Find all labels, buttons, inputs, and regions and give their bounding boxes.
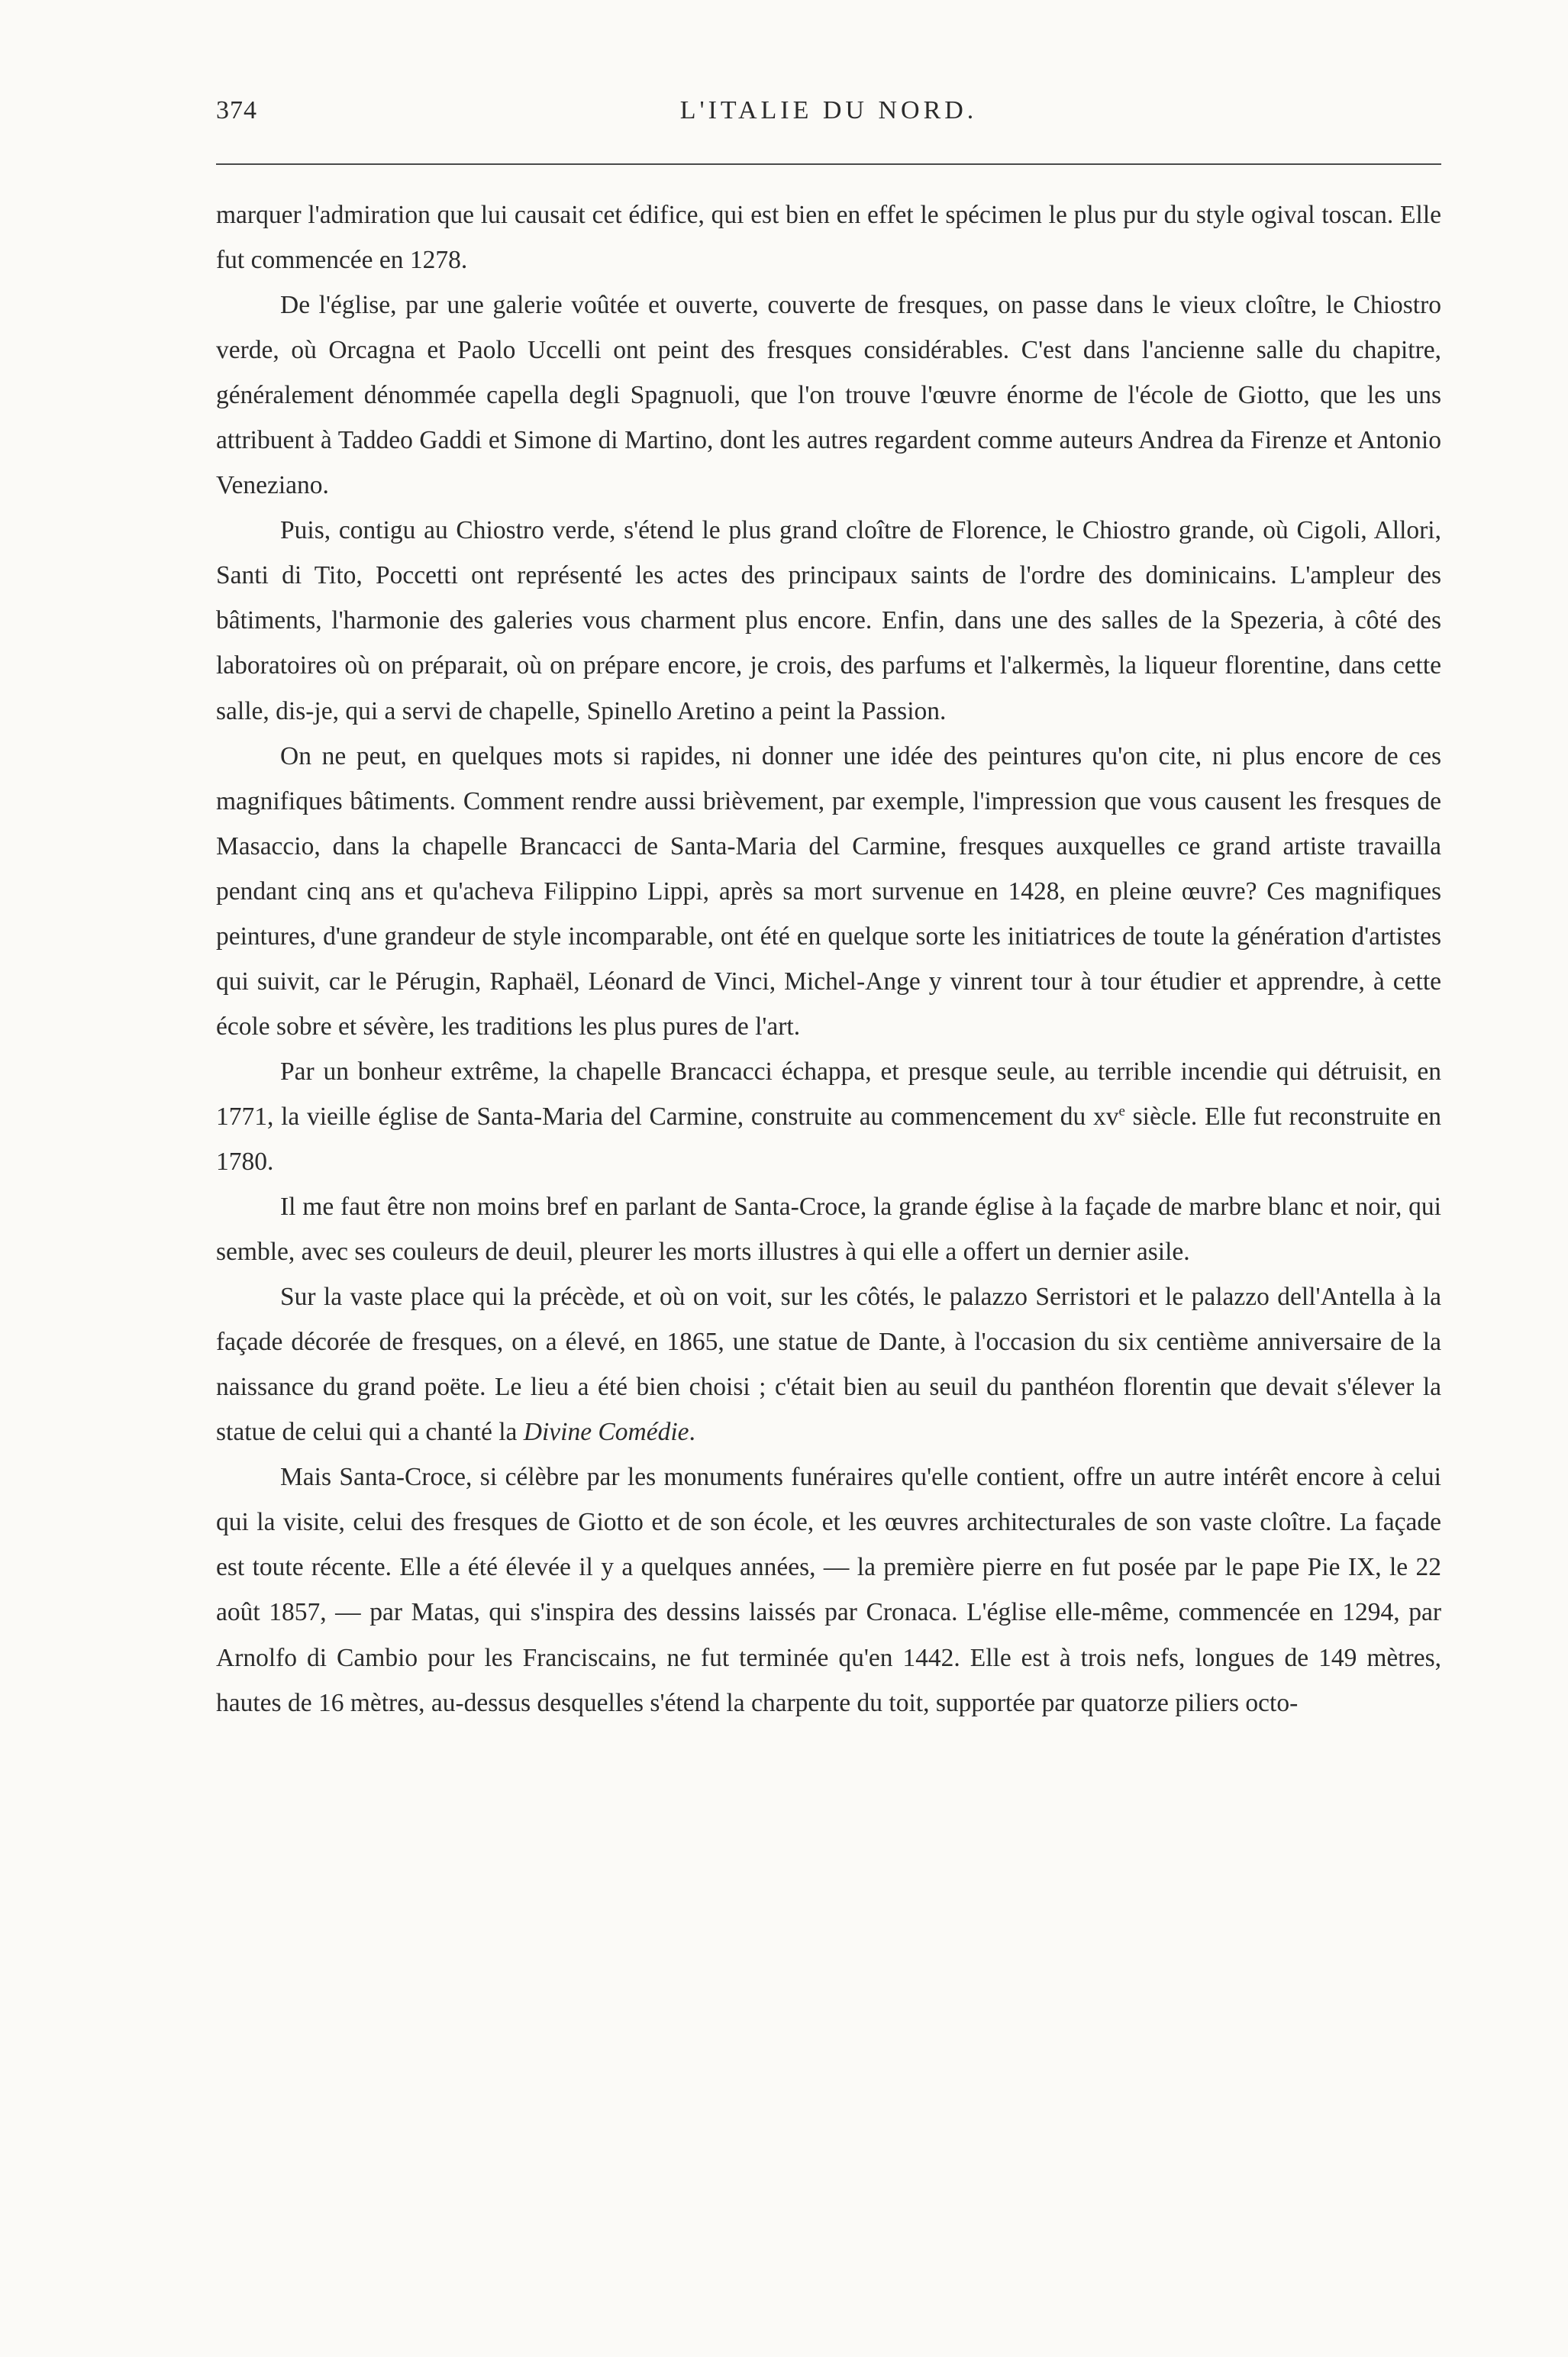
paragraph-text: Par un bonheur extrême, la chapelle Brancacci échappa, et presque seule, au terrible incendie qui détruisit, en 1771, la vieille église de Santa-Maria del Carmine, construite au commencement du xv (216, 1057, 1441, 1131)
paragraph: Il me faut être non moins bref en parlant de Santa-Croce, la grande église à la façade de marbre blanc et noir, qui semble, avec ses couleurs de deuil, pleurer les morts illustres à qui elle a offert un dernier asile. (216, 1193, 1441, 1267)
paragraph-text: . (689, 1418, 695, 1447)
body-text (216, 192, 1441, 1726)
paragraph (216, 1274, 1441, 1455)
paragraph: On ne peut, en quelques mots si rapides, ni donner une idée des peintures qu'on cite, ni plus encore de ces magnifiques bâtiments. Comment rendre aussi brièvement, par exemple, l'impression que vous causent les fresques de Masaccio, dans la chapelle Brancacci de Santa-Maria del Carmine, fresques auxquelles ce grand artiste travailla pendant cinq ans et qu'acheva Filippino Lippi, après sa mort survenue en 1428, en pleine œuvre? Ces magnifiques peintures, d'une grandeur de style incomparable, ont été en quelque sorte les initiatrices de toute la génération d'artistes qui suivit, car le Pérugin, Raphaël, Léonard de Vinci, Michel-Ange y vinrent tour à tour étudier et apprendre, à cette école sobre et sévère, les traditions les plus pures de l'art. (216, 741, 1441, 1041)
running-title: L'ITALIE DU NORD. (679, 96, 978, 124)
paragraph: De l'église, par une galerie voûtée et ouverte, couverte de fresques, on passe dans le vieux cloître, le Chiostro verde, où Orcagna et Paolo Uccelli ont peint des fresques considérables. C'est dans l'ancienne salle du chapitre, généralement dénommée capella degli Spagnuoli, que l'on trouve l'œuvre énorme de l'école de Giotto, que les uns attribuent à Taddeo Gaddi et Simone di Martino, dont les autres regardent comme auteurs Andrea da Firenze et Antonio Veneziano. (216, 291, 1441, 500)
work-title: Divine Comédie (523, 1418, 689, 1447)
paragraph (216, 1049, 1441, 1184)
paragraph-text: siècle. Elle fut reconstruite en 1780. (216, 1102, 1441, 1176)
paragraph-text: Sur la vaste place qui la précède, et où on voit, sur les côtés, le palazzo Serristori et le palazzo dell'Antella à la façade décorée de fresques, on a élevé, en 1865, une statue de Dante, à l'occasion du six centième anniversaire de la naissance du grand poëte. Le lieu a été bien choisi ; c'était bien au seuil du panthéon florentin que devait s'élever la statue de celui qui a chanté la (216, 1283, 1441, 1447)
paragraph: Puis, contigu au Chiostro verde, s'étend le plus grand cloître de Florence, le Chiostro grande, où Cigoli, Allori, Santi di Tito, Poccetti ont représenté les actes des principaux saints de l'ordre des dominicains. L'ampleur des bâtiments, l'harmonie des galeries vous charment plus encore. Enfin, dans une des salles de la Spezeria, à côté des laboratoires où on préparait, où on prépare encore, je crois, des parfums et l'alkermès, la liqueur florentine, dans cette salle, dis-je, qui a servi de chapelle, Spinello Aretino a peint la Passion. (216, 516, 1441, 725)
superscript: e (1118, 1103, 1125, 1119)
header-rule (216, 163, 1441, 165)
paragraph: Mais Santa-Croce, si célèbre par les monuments funéraires qu'elle contient, offre un autre intérêt encore à celui qui la visite, celui des fresques de Giotto et de son école, et les œuvres architecturales de son vaste cloître. La façade est toute récente. Elle a été élevée il y a quelques années, — la première pierre en fut posée par le pape Pie IX, le 22 août 1857, — par Matas, qui s'inspira des dessins laissés par Cronaca. L'église elle-même, commencée en 1294, par Arnolfo di Cambio pour les Franciscains, ne fut terminée qu'en 1442. Elle est à trois nefs, longues de 149 mètres, hautes de 16 mètres, au-dessus desquelles s'étend la charpente du toit, supportée par quatorze piliers octo- (216, 1463, 1441, 1717)
page-number: 374 (216, 96, 257, 124)
paragraph: marquer l'admiration que lui causait cet édifice, qui est bien en effet le spécimen le plus pur du style ogival toscan. Elle fut commencée en 1278. (216, 201, 1441, 275)
page-header (216, 90, 1441, 136)
